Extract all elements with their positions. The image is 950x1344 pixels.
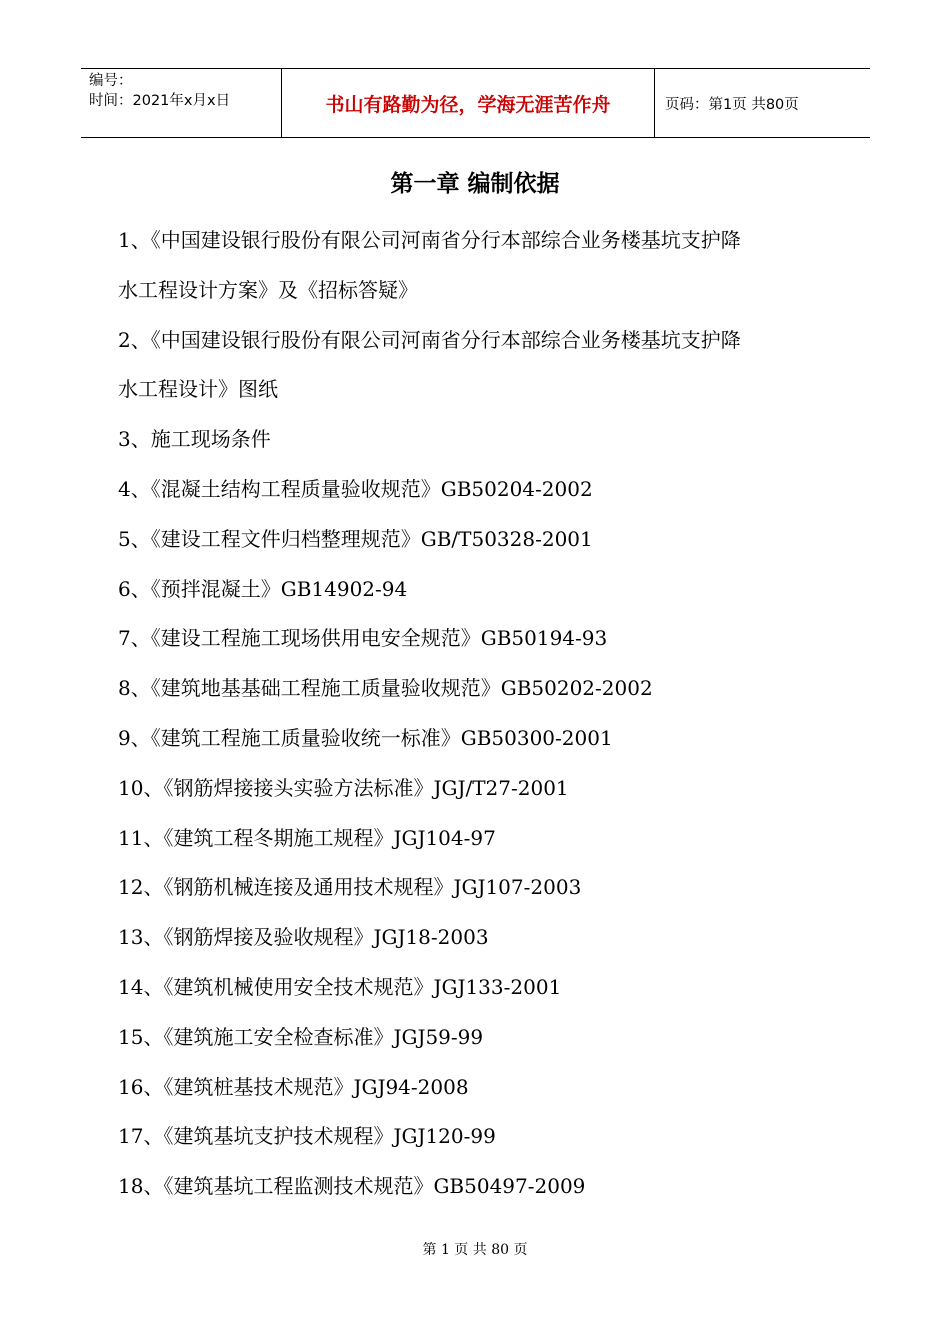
chapter-title: 第一章 编制依据 <box>390 170 560 197</box>
list-item: 18、《建筑基坑工程监测技术规范》GB50497-2009 <box>118 1174 586 1199</box>
header-meta <box>81 69 282 137</box>
list-item: 17、《建筑基坑支护技术规程》JGJ120-99 <box>118 1124 496 1149</box>
list-item: 16、《建筑桩基技术规范》JGJ94-2008 <box>118 1074 469 1099</box>
reference-list <box>118 216 838 1212</box>
list-item: 15、《建筑施工安全检查标准》JGJ59-99 <box>118 1024 484 1049</box>
list-item: 13、《钢筋焊接及验收规程》JGJ18-2003 <box>118 925 489 950</box>
list-item: 14、《建筑机械使用安全技术规范》JGJ133-2001 <box>118 974 562 999</box>
list-item: 2、《中国建设银行股份有限公司河南省分行本部综合业务楼基坑支护降 <box>118 327 741 352</box>
list-item: 8、《建筑地基基础工程施工质量验收规范》GB50202-2002 <box>118 676 653 701</box>
list-item: 3、施工现场条件 <box>118 427 271 452</box>
list-item: 11、《建筑工程冬期施工规程》JGJ104-97 <box>118 825 496 850</box>
list-item: 10、《钢筋焊接接头实验方法标准》JGJ/T27-2001 <box>118 775 569 800</box>
page-footer: 第 1 页 共 80 页 <box>422 1242 528 1258</box>
document-date: 时间：2021年x月x日 <box>89 93 231 109</box>
list-item: 1、《中国建设银行股份有限公司河南省分行本部综合业务楼基坑支护降 <box>118 228 741 252</box>
list-item: 5、《建设工程文件归档整理规范》GB/T50328-2001 <box>118 526 593 551</box>
list-item: 4、《混凝土结构工程质量验收规范》GB50204-2002 <box>118 476 593 501</box>
list-item: 水工程设计方案》及《招标答疑》 <box>118 277 418 302</box>
header-motto: 书山有路勤为径，学海无涯苦作舟 <box>282 69 655 137</box>
list-item: 6、《预拌混凝土》GB14902-94 <box>118 576 408 601</box>
list-item: 7、《建设工程施工现场供用电安全规范》GB50194-93 <box>118 626 608 651</box>
document-number: 编号： <box>89 73 133 89</box>
header-page-info: 页码：第1页 共80页 <box>665 96 799 113</box>
list-item: 水工程设计》图纸 <box>118 377 278 402</box>
page-header <box>81 68 870 138</box>
list-item: 9、《建筑工程施工质量验收统一标准》GB50300-2001 <box>118 725 613 750</box>
list-item: 12、《钢筋机械连接及通用技术规程》JGJ107-2003 <box>118 875 582 900</box>
